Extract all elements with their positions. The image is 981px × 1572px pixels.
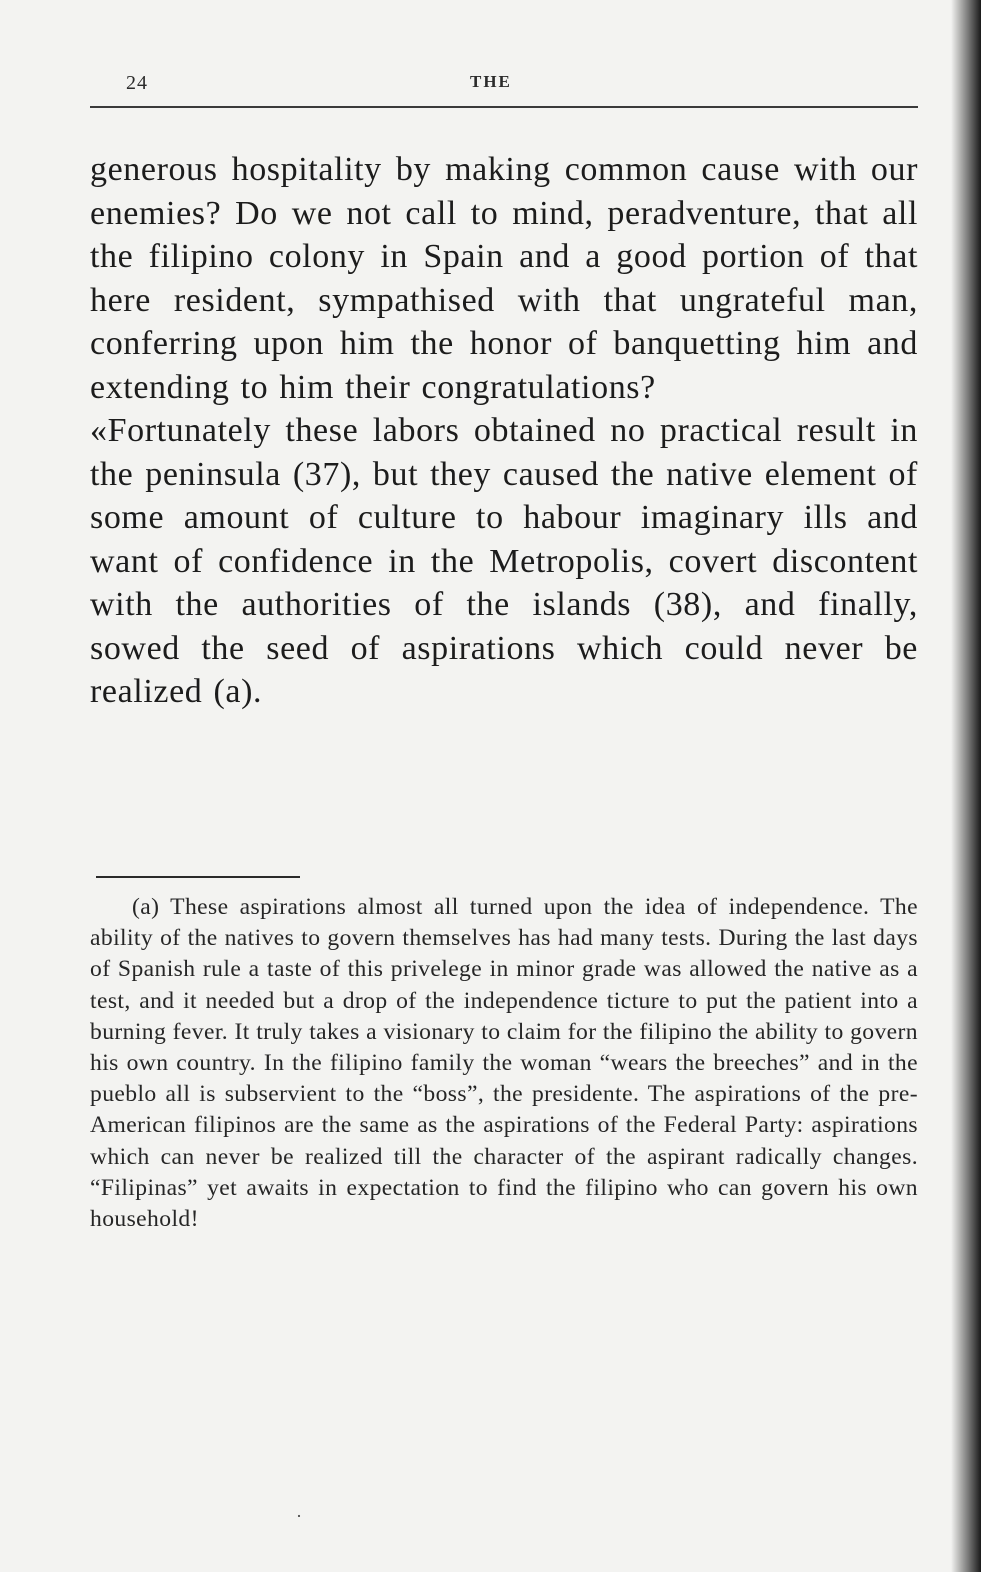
page-header	[90, 72, 918, 102]
body-paragraph-2: «Fortunately these labors obtained no practical result in the peninsula (37), but they caused the native element of some amount of culture to habour imaginary ills and want of confidence in the Metropolis, covert discontent with the authorities of the islands (38), and finally, sowed the seed of aspirations which could never be realized (a).	[90, 412, 918, 710]
page-edge-shadow	[951, 0, 981, 1572]
body-paragraph-1: generous hospitality by making common cause with our enemies? Do we not call to mind, peradventure, that all the filipino colony in Spain and a good portion of that here resident, sympathised with that ungrateful man, conferring upon him the honor of banquetting him and extending to him their congratulations?	[90, 151, 918, 406]
footnote-a: (a) These aspirations almost all turned upon the idea of independence. The ability of the natives to govern themselves has had many tests. During the last days of Spanish rule a taste of this privelege in minor grade was allowed the native as a test, and it needed but a drop of the independence ticture to put the patient into a burning fever. It truly takes a visionary to claim for the filipino the ability to govern his own country. In the filipino family the woman “wears the breeches” and in the pueblo all is subservient to the “boss”, the presidente. The aspirations of the pre-American filipinos are the same as the aspirations of the Federal Party: aspirations which can never be realized till the character of the aspirant radically changes. “Filipinas” yet awaits in expectation to find the filipino who can govern his own household!	[90, 894, 918, 1233]
ink-speck: ·	[296, 1506, 302, 1526]
running-head: THE	[470, 72, 512, 91]
body-text	[90, 148, 918, 714]
header-rule	[90, 106, 918, 108]
page-number: 24	[126, 72, 148, 94]
footnote-rule	[96, 876, 300, 878]
